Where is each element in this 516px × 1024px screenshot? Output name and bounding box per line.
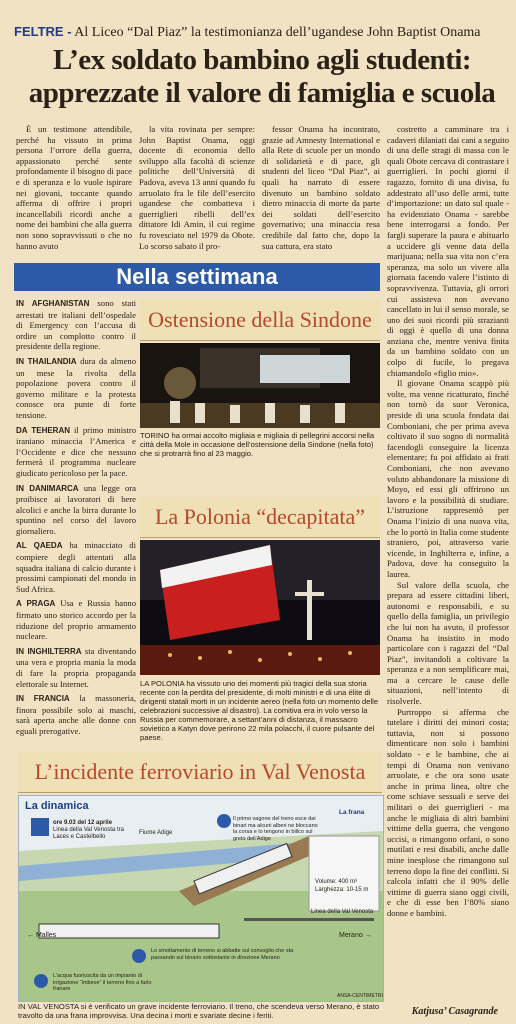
diagram-time-label [53, 820, 133, 841]
news-item [16, 646, 136, 689]
diagram-time: ore 9.03 del 12 aprile [53, 820, 113, 826]
news-item [16, 693, 136, 736]
polonia-photo [140, 540, 380, 675]
article-column-4 [387, 124, 509, 1002]
sindone-caption: TORINO ha ormai accolto migliaia e migliaia di pellegrini accorsi nella città della Mole in occasione dell’ostensione della Sindone (nella foto) che si protrarrà fino al 23 maggio. [140, 431, 375, 458]
diagram-width: Larghezza: 10-15 m [315, 887, 369, 893]
sidebar-title: Nella settimana [14, 263, 380, 291]
diagram-credit: ANSA-CENTIMETRI [337, 993, 383, 999]
diagram-frana: La frana [339, 809, 365, 816]
article-column-1 [16, 124, 132, 252]
news-text: sta diventando una vera e propria mania la moda di fare la propria propaganda elettorale su Internet. [16, 645, 136, 689]
diagram-volume: Volume: 400 m³ [315, 879, 358, 885]
article-paragraph: fessor Onama ha incontrato, grazie ad Amnesty International e alla Rete di scuole per un mondo di solidarietà e di pace, gli studenti del liceo “Dal Piaz”, ai quali ha narrato di essere divenuto un bambino soldato dietro minaccia di morte da parte dei soldati dell’esercito governativo; una minaccia resa credibile dal fatto che, dopo la sua cattura, era stato [262, 124, 380, 251]
news-location: IN DANIMARCA [16, 483, 79, 493]
news-location: AL QAEDA [16, 541, 63, 551]
sindone-photo [140, 343, 380, 428]
news-item [16, 540, 136, 594]
diagram-malles: ← Malles [27, 932, 57, 939]
article-column-2 [139, 124, 255, 252]
article-paragraph: Purtroppo si afferma che tutelare i diritti dei minori costa; tuttavia, non si possono dimenticare non solo i bambini soldato - e le bambine, che ai tempi di Onama non venivano arruolate, e che ora sono usate anche in prima linea, oltre che come schiave sessuali e serve dei militari o dei guerriglieri - ma anche le migliaia di altri bambini vittime della guerra, che vengono uccisi, o rimangono orfani, o sono mutilati e resi disabili, anche dalle mine inesplose che rimangono sul terreno dopo la fine dei conflitti. Si calcola infatti che il 90% delle vittime di guerra siano oggi civili, e che di esse ben l’80% siano donne e bambini. [387, 706, 509, 918]
news-location: IN INGHILTERRA [16, 646, 82, 656]
diagram-heading: La dinamica [25, 800, 89, 812]
news-text: Usa e Russia hanno firmato uno storico accordo per la riduzione del proprio armamento nucleare. [16, 598, 137, 642]
diagram-line: Linea della Val Venosta tra Laces e Castelbello [53, 827, 124, 840]
venosta-title: L’incidente ferroviario in Val Venosta [18, 752, 382, 793]
sindone-photo-illustration [140, 343, 380, 428]
kicker-section: FELTRE - [14, 24, 72, 39]
news-text: sono stati arrestati tre italiani dell’ospedale di Emergency con l’accusa di ordire un complotto contro il presidente della regione. [16, 298, 136, 352]
news-location: DA TEHERAN [16, 425, 71, 435]
kicker [14, 24, 504, 41]
diagram-river: Fiume Adige [139, 830, 173, 836]
polonia-photo-illustration [140, 540, 380, 675]
venosta-caption: IN VAL VENOSTA si è verificato un grave incidente ferroviario. Il treno, che scendeva verso Merano, è stato travolto da una frana improvvisa. Una decina i morti e svariate decine i feriti. [18, 1002, 380, 1020]
news-location: IN FRANCIA [16, 694, 70, 704]
diagram-step-1: L’acqua fuoriuscita da un impianto di irrigazione “imbeve” il terreno fino a farlo franare [53, 973, 152, 992]
article-paragraph: costretto a camminare tra i cadaveri dilaniati dai cani a seguito di una delle stragi di massa con le quali Obote cercava di contrastare i guerriglieri. In pochi giorni il ragazzo, fornito di una divisa, fu addestrato all’uso delle armi, tutte d’importazione: un dato sul quale - ha evidenziato Onama - sarebbe bene interrogarsi a fondo. Per fargli superare la paura e abituarlo a uccidere gli venne data della marijuana; nella sua vita non c’era speranza, ma solo un vivere alla giornata facendo valere l’istinto di sopravvivenza. Tuttavia, gli orrori cui assisteva non avevano cancellato in lui il senso morale, se uno dei suoi ricordi più strazianti di oggi è quello di una donna anziana che, mentre veniva finita da un bambino soldato con un colpo di fucile, lo pregava chiamandolo «figlio mio». [387, 124, 509, 378]
diagram-measures [315, 878, 368, 894]
news-location: A PRAGA [16, 599, 56, 609]
news-item [16, 483, 136, 537]
byline: Katjusa’ Casagrande [411, 1006, 498, 1017]
news-list [16, 298, 136, 741]
article-paragraph: Sul valore della scuola, che prepara ad essere cittadini liberi, autonomi e responsabili, e su quello della famiglia, un privilegio che lui non ha avuto, il professor Onama ha insistito in modo particolare con i ragazzi del “Dal Piaz”, invitandoli a coltivare la speranza e a non semplificare mai, ma a cercare le cause delle situazioni, nell’intento di risolverle. [387, 579, 509, 707]
diagram-merano: Merano → [339, 932, 372, 939]
venosta-diagram [18, 795, 384, 1002]
article-paragraph: È un testimone attendibile, perché ha vissuto in prima persona l’orrore della guerra, appassionato perché sente profondamente il bisogno di pace e di speranza e lo vuole ispirare nei giovani, toccante quando afferma di offrire i propri incancellabili ricordi anche a nome dei bambini che alla guerra non sono sopravvissuti o che no hanno avuto [16, 124, 132, 251]
news-item [16, 298, 136, 352]
headline-line-2: apprezzate il valore di famiglia e scuola [28, 77, 496, 109]
news-item [16, 598, 136, 641]
polonia-caption: LA POLONIA ha vissuto uno dei momenti più tragici della sua storia recente con la perdita del presidente, di molti ministri e di una élite di dirigenti statali morti in un incidente aereo (nella foto un momento delle celebrazioni successive al disastro). La comitiva era in volo verso la Russia per commemorare, a settant’anni di distanza, il massacro sovietico a Katyn dove perirono 22 mila polacchi, il cuore pulsante del paese. [140, 679, 379, 742]
news-text: il primo ministro iraniano minaccia l’America e l’Occidente e dice che nessuno fermerà il programma nucleare giudicato pericoloso per la pace. [16, 424, 136, 478]
headline [14, 44, 510, 110]
news-item [16, 356, 136, 421]
diagram-step-3: Il primo vagone del treno esce dai binari ma alcuni alberi ne bloccano la corsa e lo tengono in bilico sul greto dell’Adige [233, 816, 318, 842]
article-paragraph: la vita rovinata per sempre: John Baptist Onama, oggi docente di economia dello sviluppo alla facoltà di scienze politiche dell’Università di Padova, aveva 13 anni quando fu arruolato fra le file dell’esercito ugandese che combatteva i guerriglieri ribelli dell’ex dittatore Idi Amin, il cui regime fu rovesciato nel 1979 da Obote. Lo scorso sabato il pro- [139, 124, 255, 251]
kicker-text: Al Liceo “Dal Piaz” la testimonianza dell’ugandese John Baptist Onama [74, 25, 481, 40]
news-text: la massoneria, finora possibile solo ai maschi, sarà aperta anche alle donne con eguali prerogative. [16, 693, 136, 736]
news-text: dura da almeno un mese la rivolta della popolazione povera contro il governo militare e la protesta conosce ora punte di forte tensione. [16, 355, 136, 420]
news-location: IN AFGHANISTAN [16, 299, 90, 308]
polonia-title: La Polonia “decapitata” [140, 497, 380, 538]
diagram-step-2: Lo smottamento di terreno si abbatte sul convoglio che sta passando sul binario sottostante in direzione Merano [151, 948, 294, 961]
article-column-3 [262, 124, 380, 252]
article-paragraph: Il giovane Onama scappò più volte, ma venne ricatturato, finché non tornò da suor Veronica, preside di una scuola fondata dai Comboniani, che per prima aveva coltivato il suo sogno di normalità facendogli conseguire la licenza elementare; fu poi affidato ai frati Comboniani, che non avevano voluto abbandonare la missione di Moyo, ed essi gli offrirono un lavoro e la possibilità di studiare. L’istruzione rappresentò per Onama l’inizio di una nuova vita, che lo portò in Italia come studente straniero, poi, attraverso varie vicende, in Inghilterra e, infine, a Padova, dove ha conseguito la laurea. [387, 378, 509, 579]
diagram-bottom-line: Linea della Val Venosta [311, 909, 374, 915]
news-text: ha minacciato di compiere degli attentati alla squadra italiana di calcio durante i prossimi campionati del mondo in Sud Africa. [16, 540, 136, 594]
news-location: IN THAILANDIA [16, 356, 77, 366]
news-item [16, 425, 136, 479]
sindone-title: Ostensione della Sindone [140, 300, 380, 341]
news-text: una legge ora proibisce ai lavoratori di bere alcolici e anche la birra durante lo spuntino nel corso del lavoro giornaliero. [16, 482, 136, 536]
headline-line-1: L’ex soldato bambino agli studenti: [52, 44, 472, 76]
